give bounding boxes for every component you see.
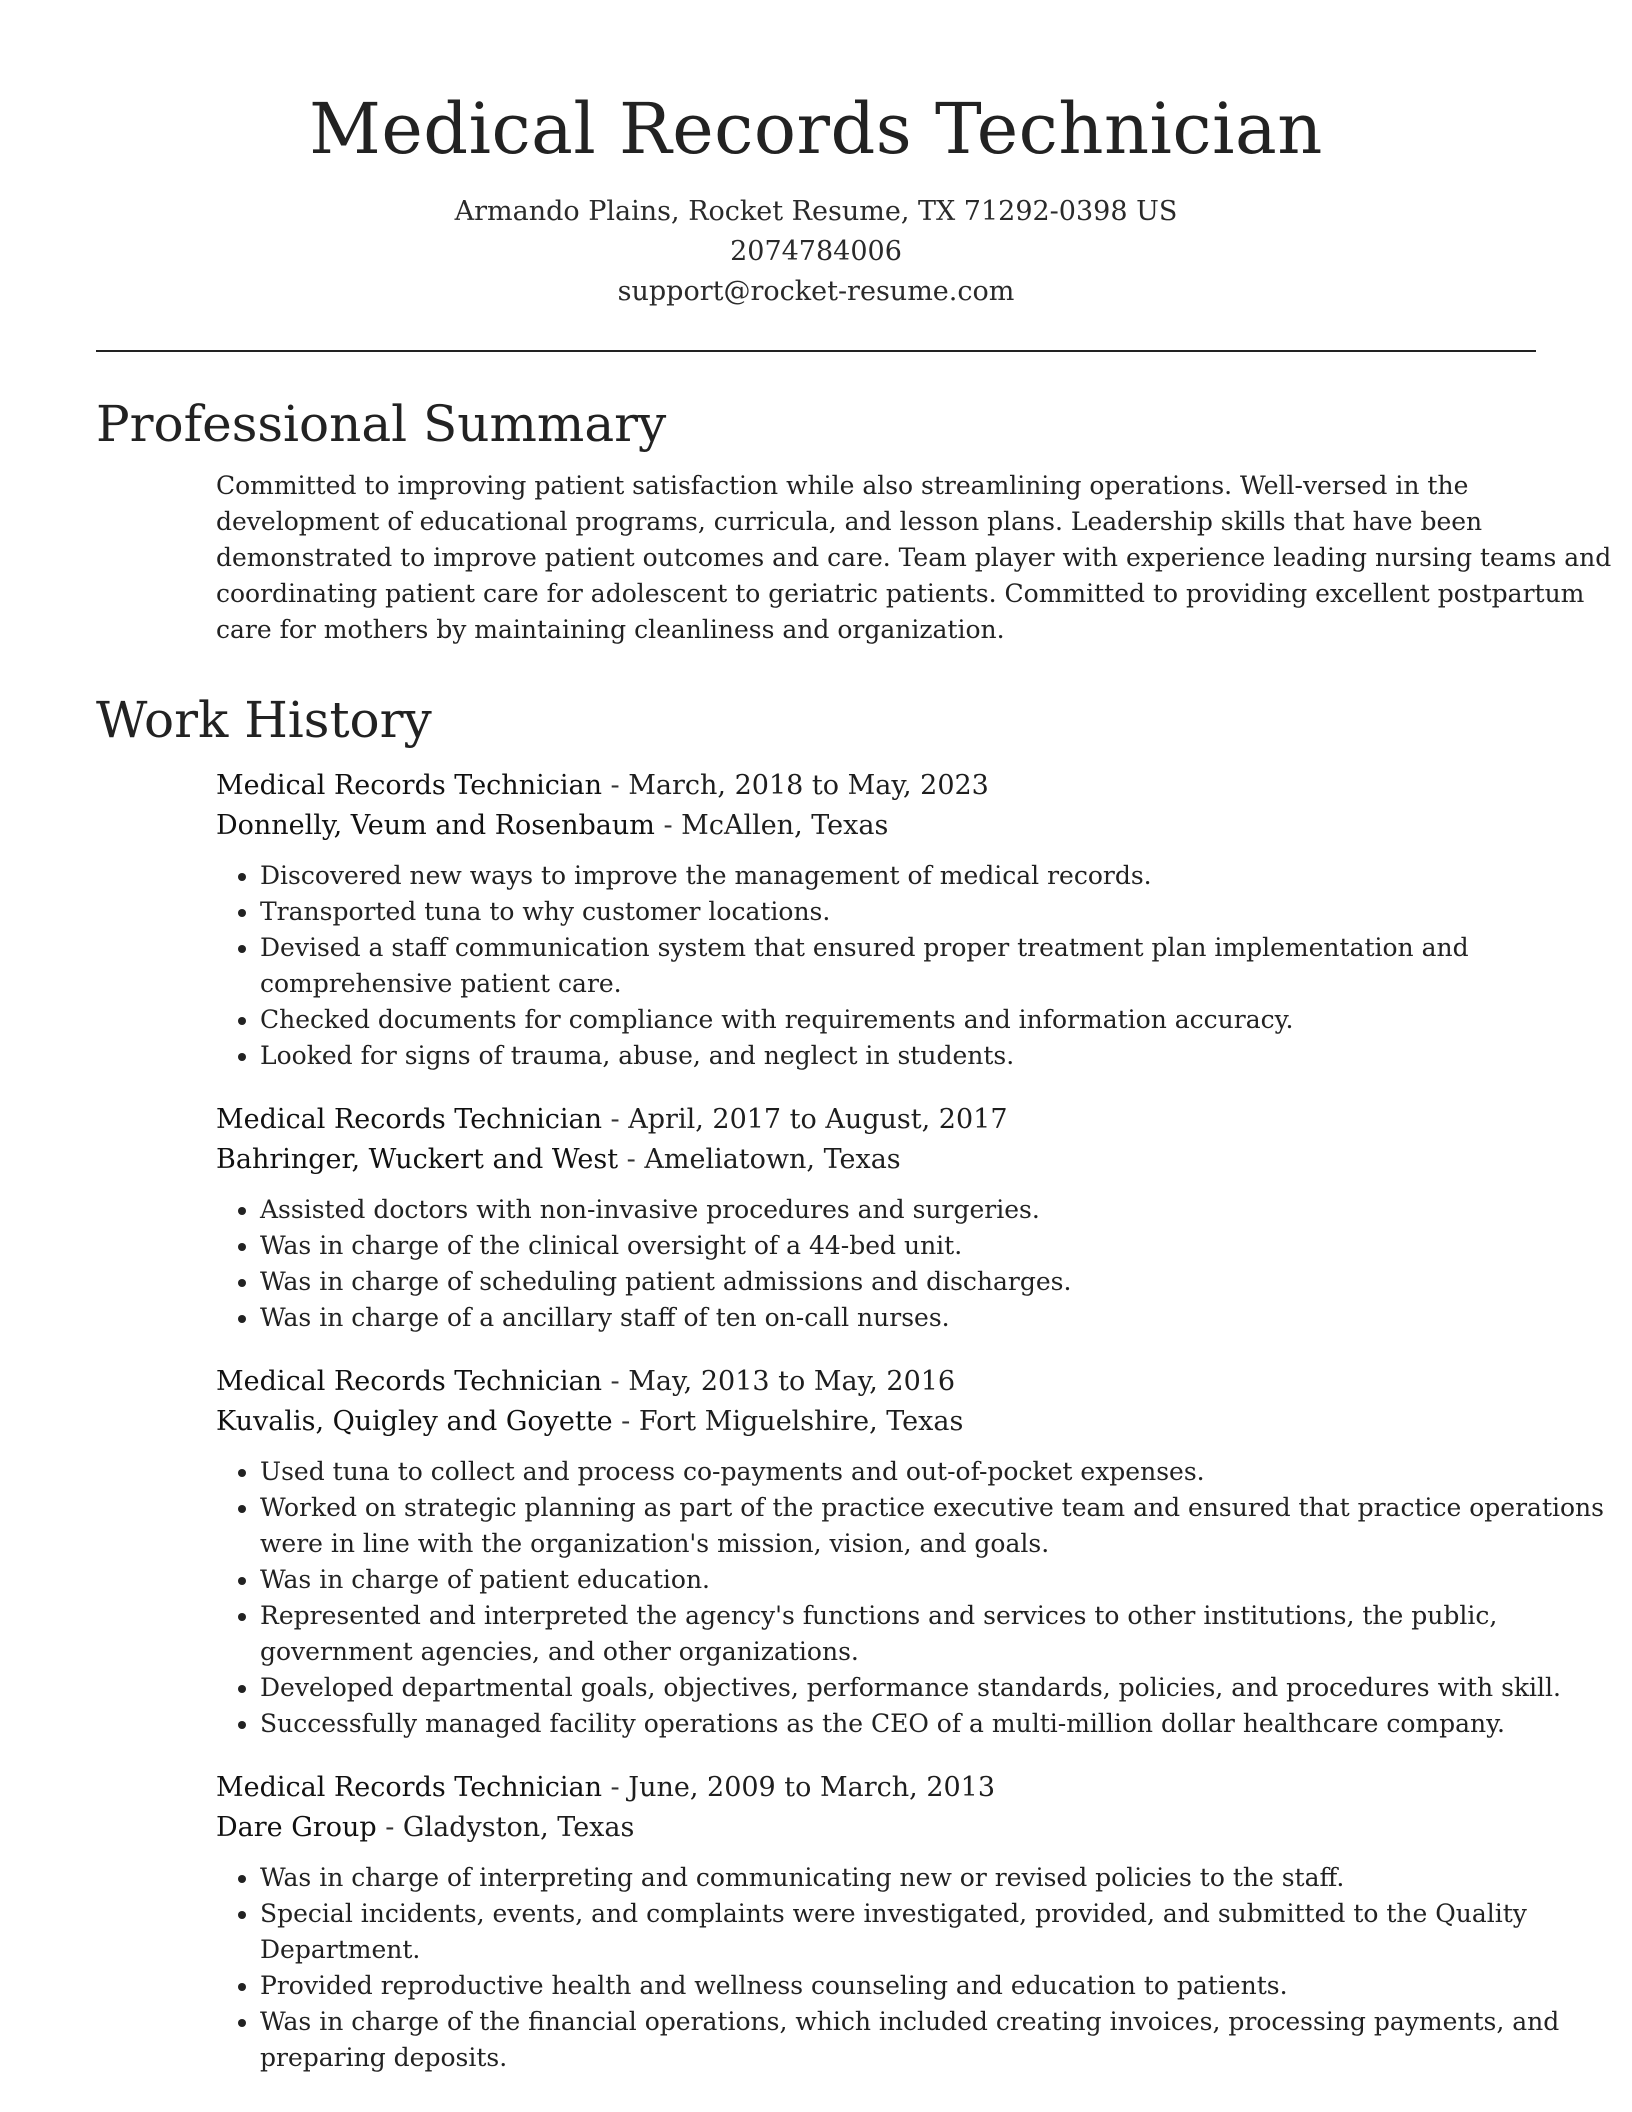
duty-item — [260, 1192, 1536, 1228]
separator: - — [601, 770, 629, 801]
duty-item — [260, 1968, 1536, 2004]
job-dates: June, 2009 to March, 2013 — [628, 1772, 996, 1803]
job-dates: May, 2013 to May, 2016 — [628, 1366, 956, 1397]
contact-phone: 2074784006 — [730, 236, 902, 267]
summary-line: development of educational programs, curricula, and lesson plans. Leadership skills that have been — [216, 507, 1483, 536]
duty-text: • Assisted doctors with non-invasive procedures and surgeries. — [260, 1195, 1040, 1224]
separator: - — [618, 1144, 645, 1175]
job-title-line — [216, 1768, 1536, 1808]
job-entry — [216, 1362, 1604, 1742]
work-history-section — [96, 690, 1604, 2076]
job-title-line — [216, 1362, 1536, 1402]
summary-line: coordinating patient care for adolescent to geriatric patients. Committed to providing excellent postpartum — [216, 579, 1585, 608]
summary-text — [216, 468, 1612, 648]
separator: - — [612, 1406, 639, 1437]
duty-text: • Was in charge of scheduling patient admissions and discharges. — [260, 1267, 1072, 1296]
job-title: Medical Records Technician — [216, 1104, 602, 1135]
duty-item — [260, 1562, 1536, 1598]
job-company: Dare Group — [216, 1812, 377, 1843]
duty-item — [260, 1670, 1561, 1706]
job-company-line — [216, 806, 1536, 846]
job-entry — [216, 1768, 1560, 2076]
candidate-title: Medical Records Technician — [309, 88, 1323, 170]
duty-text: • Discovered new ways to improve the management of medical records. — [260, 861, 1152, 890]
job-dates: March, 2018 to May, 2023 — [628, 770, 989, 801]
job-title-line — [216, 766, 1536, 806]
duty-text: preparing deposits. — [260, 2043, 508, 2072]
duty-text: • Checked documents for compliance with requirements and information accuracy. — [260, 1005, 1294, 1034]
duty-item — [260, 1896, 1536, 1968]
duty-item — [260, 1598, 1536, 1670]
job-title-line — [216, 1100, 1536, 1140]
job-duties-list — [216, 1860, 1560, 2076]
duty-text: comprehensive patient care. — [260, 969, 622, 998]
job-duties-list — [216, 858, 1536, 1074]
job-entry — [216, 766, 1536, 1074]
job-company-line — [216, 1402, 1536, 1442]
duty-item — [260, 1490, 1604, 1562]
job-company: Donnelly, Veum and Rosenbaum — [216, 810, 655, 841]
duty-text: • Transported tuna to why customer locations. — [260, 897, 831, 926]
duty-item — [260, 1454, 1536, 1490]
duty-text: government agencies, and other organizations. — [260, 1637, 859, 1666]
duty-text: • Successfully managed facility operations as the CEO of a multi-million dollar healthcare company. — [260, 1709, 1505, 1738]
summary-line: demonstrated to improve patient outcomes and care. Team player with experience leading nursing teams and — [216, 543, 1612, 572]
duty-item — [260, 1706, 1536, 1742]
job-title: Medical Records Technician — [216, 770, 602, 801]
separator: - — [601, 1772, 629, 1803]
separator: - — [376, 1812, 403, 1843]
contact-address: Armando Plains, Rocket Resume, TX 71292-0398 US — [454, 196, 1178, 227]
duty-text: Department. — [260, 1935, 421, 1964]
duty-item — [260, 1228, 1536, 1264]
duty-item — [260, 1860, 1536, 1896]
job-company: Bahringer, Wuckert and West — [216, 1144, 619, 1175]
duty-item — [260, 894, 1536, 930]
duty-text: • Devised a staff communication system that ensured proper treatment plan implementation and — [260, 933, 1469, 962]
contact-block — [0, 192, 1632, 312]
duty-text: • Was in charge of interpreting and communicating new or revised policies to the staff. — [260, 1863, 1345, 1892]
duty-item — [260, 1264, 1536, 1300]
section-heading-summary: Professional Summary — [96, 395, 667, 453]
duty-text: • Represented and interpreted the agency's functions and services to other institutions, the public, — [260, 1601, 1498, 1630]
duty-text: • Worked on strategic planning as part of the practice executive team and ensured that practice operations — [260, 1493, 1604, 1522]
job-duties-list — [216, 1192, 1536, 1336]
duty-text: were in line with the organization's mission, vision, and goals. — [260, 1529, 1050, 1558]
job-company-line — [216, 1140, 1536, 1180]
duty-item — [260, 1300, 1536, 1336]
duty-item — [260, 858, 1536, 894]
job-company-line — [216, 1808, 1536, 1848]
header-divider — [96, 350, 1536, 352]
job-company: Kuvalis, Quigley and Goyette — [216, 1406, 613, 1437]
duty-item — [260, 1002, 1536, 1038]
separator: - — [601, 1104, 629, 1135]
job-location: Ameliatown, Texas — [644, 1144, 901, 1175]
professional-summary-section — [96, 394, 1612, 648]
contact-email: support@rocket-resume.com — [617, 276, 1015, 307]
duty-text: • Was in charge of patient education. — [260, 1565, 710, 1594]
duty-text: • Used tuna to collect and process co-payments and out-of-pocket expenses. — [260, 1457, 1205, 1486]
summary-line: care for mothers by maintaining cleanliness and organization. — [216, 615, 1005, 644]
duty-text: • Was in charge of the clinical oversight of a 44-bed unit. — [260, 1231, 963, 1260]
job-location: McAllen, Texas — [681, 810, 889, 841]
job-title: Medical Records Technician — [216, 1772, 602, 1803]
resume-header — [0, 0, 1632, 312]
duty-item — [260, 930, 1536, 1002]
duty-text: • Was in charge of a ancillary staff of ten on-call nurses. — [260, 1303, 950, 1332]
duty-item — [260, 1038, 1536, 1074]
duty-text: • Developed departmental goals, objectives, performance standards, policies, and procedures with skill. — [260, 1673, 1561, 1702]
duty-text: • Looked for signs of trauma, abuse, and neglect in students. — [260, 1041, 1015, 1070]
job-dates: April, 2017 to August, 2017 — [628, 1104, 1008, 1135]
duty-text: • Special incidents, events, and complaints were investigated, provided, and submitted to the Quality — [260, 1899, 1527, 1928]
job-location: Gladyston, Texas — [402, 1812, 635, 1843]
job-title: Medical Records Technician — [216, 1366, 602, 1397]
summary-line: Committed to improving patient satisfaction while also streamlining operations. Well-versed in the — [216, 471, 1469, 500]
job-list — [96, 766, 1604, 2076]
duty-text: • Provided reproductive health and wellness counseling and education to patients. — [260, 1971, 1288, 2000]
job-duties-list — [216, 1454, 1604, 1742]
separator: - — [601, 1366, 629, 1397]
job-entry — [216, 1100, 1536, 1336]
section-heading-work: Work History — [96, 691, 432, 749]
duty-item — [260, 2004, 1560, 2076]
duty-text: • Was in charge of the financial operations, which included creating invoices, processing payments, and — [260, 2007, 1560, 2036]
job-location: Fort Miguelshire, Texas — [638, 1406, 964, 1437]
separator: - — [654, 810, 682, 841]
